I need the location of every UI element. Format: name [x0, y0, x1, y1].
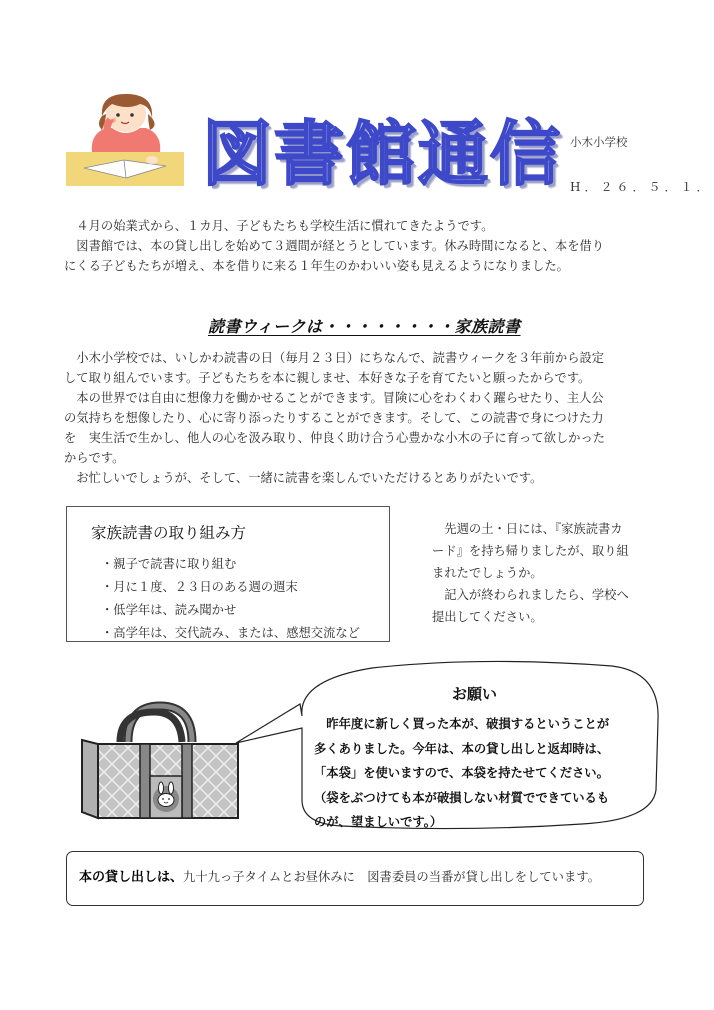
list-item: ・低学年は、読み聞かせ — [101, 603, 237, 617]
text-line: 「本袋」を使いますので、本袋を持たせてください。 — [314, 766, 609, 780]
text-line: 図書館では、本の貸し出しを始めて３週間が経とうとしています。休み時間になると、本を借り — [64, 239, 605, 253]
side-note — [432, 518, 629, 628]
section-heading: 読書ウィークは・・・・・・・・家族読書 — [208, 317, 521, 336]
request-title: お願い — [452, 685, 498, 703]
girl-reading-illustration — [66, 94, 184, 186]
reading-week-paragraph — [64, 348, 605, 488]
text-line: 小木小学校では、いしかわ読書の日（毎月２３日）にちなんで、読書ウィークを３年前から設定 — [64, 351, 605, 365]
title-char: 館 — [346, 113, 416, 195]
text-line: ４月の始業式から、１カ月、子どもたちも学校生活に慣れてきたようです。 — [64, 219, 494, 233]
text-line: 先週の土・日には、『家族読書カ — [432, 522, 623, 536]
issue-date: H．２６．５．１． — [570, 180, 713, 194]
list-item: ・月に１度、２３日のある週の週末 — [101, 580, 298, 594]
title-char: 書 — [274, 113, 344, 195]
text-line: を 実生活で生かし、他人の心を汲み取り、仲良く助け合う心豊かな小木の子に育って欲しかった — [64, 431, 606, 445]
title-char: 信 — [490, 113, 560, 195]
text-line: からです。 — [64, 451, 125, 465]
book-bag-illustration — [80, 700, 250, 826]
list-item: ・高学年は、交代読み、または、感想交流など — [101, 626, 360, 640]
text-line: して取り組んでいます。子どもたちを本に親しませ、本好きな子を育てたいと願ったからです。 — [64, 371, 591, 385]
text-line: にくる子どもたちが増え、本を借りに来る１年生のかわいい姿も見えるようになりました。 — [64, 259, 569, 273]
school-name: 小木小学校 — [570, 135, 628, 149]
newsletter-title — [202, 112, 560, 196]
intro-paragraph — [64, 216, 604, 276]
text-line: まれたでしょうか。 — [432, 566, 543, 580]
text-line: の気持ちを想像したり、心に寄り添ったりすることができます。そして、この読書で身につけた力 — [64, 411, 604, 425]
title-char: 図 — [202, 113, 272, 195]
text-line: 提出してください。 — [432, 610, 543, 624]
text-line: 多くありました。今年は、本の貸し出しと返却時は、 — [314, 741, 610, 756]
lending-info-box — [66, 851, 644, 906]
text-line: のが、望ましいです。） — [314, 815, 443, 829]
text-line: お忙しいでしょうが、そして、一緒に読書を楽しんでいただけるとありがたいです。 — [64, 471, 543, 485]
text-line: 記入が終わられましたら、学校へ — [432, 588, 629, 602]
text-line: ード』を持ち帰りましたが、取り組 — [432, 544, 629, 558]
lending-label: 本の貸し出しは、 — [79, 870, 184, 885]
text-line: 本の世界では自由に想像力を働かせることができます。冒険に心をわくわく躍らせたり、主人公 — [64, 391, 604, 405]
title-char: 通 — [418, 113, 488, 195]
text-line: 昨年度に新しく買った本が、破損するということが — [314, 717, 610, 731]
request-text — [314, 712, 609, 835]
howto-title: 家族読書の取り組み方 — [91, 524, 247, 542]
howto-list — [101, 553, 360, 645]
list-item: ・親子で読書に取り組む — [101, 557, 237, 571]
text-line: （袋をぶつけても本が破損しない材質でできているも — [314, 790, 610, 805]
lending-detail: 九十九っ子タイムとお昼休みに 図書委員の当番が貸し出しをしています。 — [183, 870, 600, 884]
lending-text — [79, 866, 600, 885]
family-reading-howto-box — [66, 506, 390, 642]
